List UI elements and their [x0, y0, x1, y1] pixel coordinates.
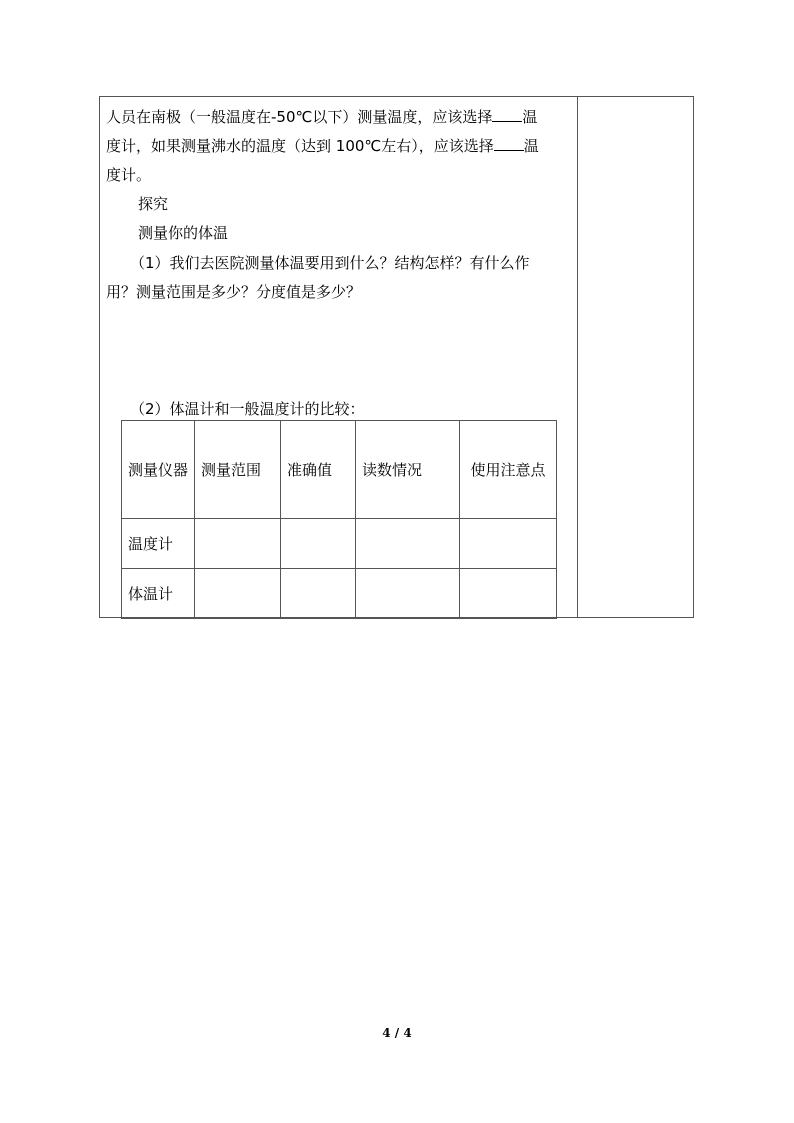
comparison-table: [121, 420, 557, 619]
fill-blank-1[interactable]: [492, 107, 522, 122]
text-line-2: [106, 136, 539, 156]
table-row: [122, 569, 557, 619]
table-cell[interactable]: [195, 519, 281, 569]
text-line-2-part-2: 温: [523, 137, 539, 155]
table-cell[interactable]: [195, 569, 281, 619]
question-1-line-2: 用？测量范围是多少？分度值是多少？: [106, 283, 362, 301]
table-row: [122, 519, 557, 569]
question-2: （2）体温计和一般温度计的比较：: [130, 400, 365, 418]
table-header-cell: 读数情况: [356, 421, 460, 519]
text-line-3: 度计。: [106, 166, 152, 184]
table-header-cell: 测量范围: [195, 421, 281, 519]
table-cell[interactable]: [356, 519, 460, 569]
table-header-cell: 准确值: [281, 421, 356, 519]
table-cell[interactable]: [460, 519, 557, 569]
text-line-1-part-2: 温: [522, 108, 538, 126]
table-row-label: 体温计: [122, 569, 195, 619]
text-line-1: [106, 107, 537, 127]
table-cell[interactable]: [460, 569, 557, 619]
fill-blank-2[interactable]: [494, 136, 524, 151]
table-header-cell: 使用注意点: [460, 421, 557, 519]
section-title: 探究: [138, 195, 169, 213]
question-1-line-1: （1）我们去医院测量体温要用到什么？结构怎样？有什么作: [130, 254, 530, 272]
table-row-label: 温度计: [122, 519, 195, 569]
table-cell[interactable]: [356, 569, 460, 619]
table-cell[interactable]: [281, 569, 356, 619]
table-cell[interactable]: [281, 519, 356, 569]
table-header-cell: 测量仪器: [122, 421, 195, 519]
table-header-row: [122, 421, 557, 519]
text-line-1-part-1: 人员在南极（一般温度在-50℃以下）测量温度，应该选择: [106, 108, 493, 126]
lesson-table: [99, 96, 694, 618]
column-divider: [577, 97, 578, 617]
subsection-title: 测量你的体温: [138, 224, 229, 242]
page-number: 4 / 4: [382, 1026, 412, 1040]
text-line-2-part-1: 度计，如果测量沸水的温度（达到 100℃左右），应该选择: [106, 137, 494, 155]
